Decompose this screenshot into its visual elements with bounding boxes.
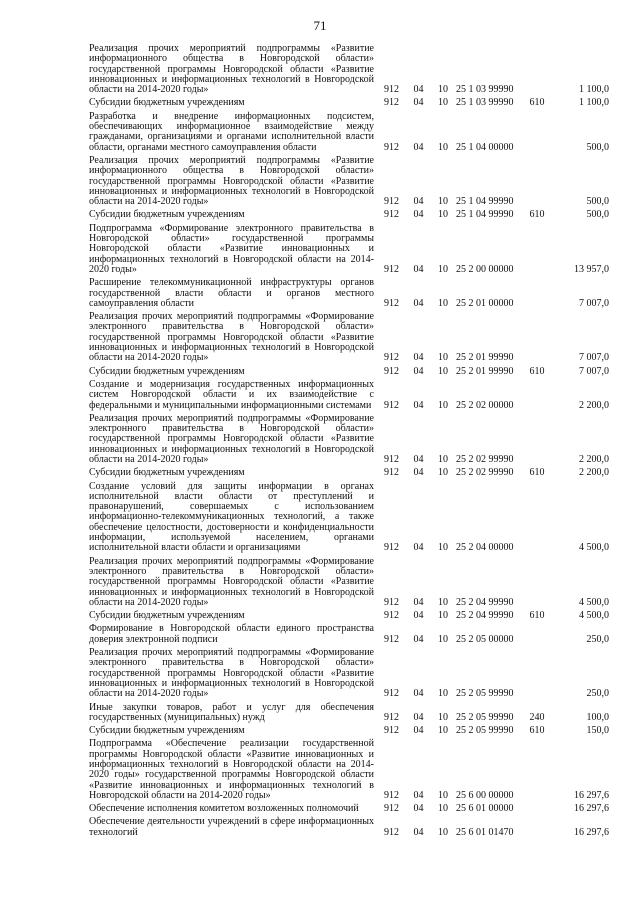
table-row xyxy=(89,109,609,153)
expense-type xyxy=(524,44,550,95)
target-article: 25 2 05 99990 xyxy=(456,688,514,700)
target-article: 25 2 01 99990 xyxy=(456,365,514,377)
ministry-code: 912 xyxy=(384,399,399,411)
table-row xyxy=(89,364,609,377)
target-article: 25 2 01 99990 xyxy=(456,352,514,364)
target-article: 25 6 00 00000 xyxy=(456,789,514,801)
ministry-code: 912 xyxy=(384,467,399,479)
target-article: 25 1 03 99990 xyxy=(456,84,514,96)
ministry-code: 912 xyxy=(384,610,399,622)
row-name: Реализация прочих мероприятий подпрограммы «Формирование электронного правительства в Новгородской области» государственной программы Новгородской области «Развитие инновационных и информационных технологий в Новгородской области на 2014-2020 годы» xyxy=(89,412,374,465)
amount: 16 297,6 xyxy=(574,789,609,801)
section-code: 04 xyxy=(413,610,424,622)
row-name: Разработка и внедрение информационных подсистем, обеспечивающих информационное взаимодействие между гражданами, организациями и органами исполнительной власти области, органами местного самоуправления области xyxy=(89,110,374,153)
subsection-code: 10 xyxy=(438,826,448,838)
ministry-code: 912 xyxy=(384,453,399,465)
subsection-code: 10 xyxy=(438,633,448,645)
section-code: 04 xyxy=(413,141,424,153)
expense-type: 610 xyxy=(529,365,545,377)
amount: 500,0 xyxy=(586,196,609,208)
table-row xyxy=(89,207,609,220)
target-article: 25 2 02 99990 xyxy=(456,453,514,465)
section-code: 04 xyxy=(413,711,424,723)
section-code: 04 xyxy=(413,596,424,608)
subsection-code: 10 xyxy=(438,141,448,153)
target-article: 25 1 03 99990 xyxy=(456,97,514,109)
subsection-code: 10 xyxy=(438,352,448,364)
ministry-code: 912 xyxy=(384,711,399,723)
target-article: 25 1 04 00000 xyxy=(456,141,514,153)
amount: 250,0 xyxy=(586,633,609,645)
expense-type xyxy=(524,109,550,153)
ministry-code: 912 xyxy=(384,725,399,737)
section-code: 04 xyxy=(413,789,424,801)
amount: 13 957,0 xyxy=(574,263,609,275)
amount: 16 297,6 xyxy=(574,826,609,838)
section-code: 04 xyxy=(413,399,424,411)
expense-type xyxy=(524,554,550,608)
row-name: Субсидии бюджетным учреждениям xyxy=(89,467,245,479)
page-number: 71 xyxy=(313,18,327,33)
ministry-code: 912 xyxy=(384,596,399,608)
amount: 1 100,0 xyxy=(579,84,609,96)
expense-type xyxy=(524,377,550,411)
target-article: 25 2 01 00000 xyxy=(456,297,514,309)
amount: 500,0 xyxy=(586,209,609,221)
target-article: 25 6 01 01470 xyxy=(456,826,514,838)
ministry-code: 912 xyxy=(384,141,399,153)
subsection-code: 10 xyxy=(438,688,448,700)
expense-type xyxy=(524,275,550,309)
amount: 500,0 xyxy=(586,141,609,153)
section-code: 04 xyxy=(413,365,424,377)
amount: 7 007,0 xyxy=(579,297,609,309)
ministry-code: 912 xyxy=(384,789,399,801)
target-article: 25 6 01 00000 xyxy=(456,803,514,815)
table-row xyxy=(89,411,609,465)
amount: 4 500,0 xyxy=(579,610,609,622)
subsection-code: 10 xyxy=(438,399,448,411)
expense-type xyxy=(524,814,550,838)
budget-table xyxy=(89,44,609,838)
row-name: Расширение телекоммуникационной инфраструктуры органов государственной власти области и органов местного самоуправления области xyxy=(89,277,374,309)
expense-type: 240 xyxy=(529,711,545,723)
amount: 7 007,0 xyxy=(579,352,609,364)
expense-type: 610 xyxy=(529,725,545,737)
expense-type: 610 xyxy=(529,209,545,221)
expense-type: 610 xyxy=(529,97,545,109)
section-code: 04 xyxy=(413,633,424,645)
expense-type xyxy=(524,645,550,699)
table-row xyxy=(89,479,609,554)
table-row xyxy=(89,700,609,724)
subsection-code: 10 xyxy=(438,297,448,309)
section-code: 04 xyxy=(413,352,424,364)
target-article: 25 2 02 00000 xyxy=(456,399,514,411)
row-name: Реализация прочих мероприятий подпрограммы «Формирование электронного правительства в Новгородской области» государственной программы Новгородской области «Развитие инновационных и информационных технологий в Новгородской области на 2014-2020 годы» xyxy=(89,311,374,364)
section-code: 04 xyxy=(413,725,424,737)
ministry-code: 912 xyxy=(384,297,399,309)
section-code: 04 xyxy=(413,688,424,700)
row-name: Реализация прочих мероприятий подпрограммы «Развитие информационного общества в Новгородской области» государственной программы Новгородской области «Развитие инновационных и информационных технологий в Новгородской области на 2014-2020 годы» xyxy=(89,154,374,208)
amount: 250,0 xyxy=(586,688,609,700)
table-row xyxy=(89,723,609,736)
subsection-code: 10 xyxy=(438,84,448,96)
target-article: 25 2 04 99990 xyxy=(456,610,514,622)
target-article: 25 2 04 00000 xyxy=(456,542,514,554)
subsection-code: 10 xyxy=(438,711,448,723)
amount: 4 500,0 xyxy=(579,542,609,554)
ministry-code: 912 xyxy=(384,209,399,221)
section-code: 04 xyxy=(413,196,424,208)
row-name: Создание и модернизация государственных информационных систем Новгородской области и их взаимодействие с федеральными и муниципальными информационными системами xyxy=(89,378,374,411)
section-code: 04 xyxy=(413,209,424,221)
row-name: Субсидии бюджетным учреждениям xyxy=(89,725,245,737)
ministry-code: 912 xyxy=(384,263,399,275)
amount: 1 100,0 xyxy=(579,97,609,109)
amount: 16 297,6 xyxy=(574,803,609,815)
expense-type xyxy=(524,479,550,554)
row-name: Субсидии бюджетным учреждениям xyxy=(89,209,245,221)
expense-type xyxy=(524,153,550,207)
target-article: 25 2 02 99990 xyxy=(456,467,514,479)
ministry-code: 912 xyxy=(384,97,399,109)
target-article: 25 2 05 99990 xyxy=(456,711,514,723)
table-row xyxy=(89,465,609,478)
amount: 2 200,0 xyxy=(579,453,609,465)
ministry-code: 912 xyxy=(384,688,399,700)
target-article: 25 2 04 99990 xyxy=(456,596,514,608)
expense-type xyxy=(524,801,550,814)
subsection-code: 10 xyxy=(438,596,448,608)
row-name: Иные закупки товаров, работ и услуг для обеспечения государственных (муниципальных) нужд xyxy=(89,701,374,723)
ministry-code: 912 xyxy=(384,826,399,838)
row-name: Субсидии бюджетным учреждениям xyxy=(89,610,245,622)
table-row xyxy=(89,621,609,645)
table-row xyxy=(89,275,609,309)
amount: 100,0 xyxy=(586,711,609,723)
row-name: Подпрограмма «Формирование электронного правительства в Новгородской области» государственной программы Новгородской области «Развитие инновационных и информационных технологий в Новгородской области на 2014-2020 годы» xyxy=(89,222,374,275)
table-row xyxy=(89,95,609,108)
ministry-code: 912 xyxy=(384,196,399,208)
table-row xyxy=(89,814,609,838)
subsection-code: 10 xyxy=(438,789,448,801)
subsection-code: 10 xyxy=(438,467,448,479)
subsection-code: 10 xyxy=(438,97,448,109)
expense-type xyxy=(524,621,550,645)
expense-type xyxy=(524,736,550,801)
row-name: Субсидии бюджетным учреждениям xyxy=(89,365,245,377)
table-row xyxy=(89,801,609,814)
section-code: 04 xyxy=(413,263,424,275)
row-name: Субсидии бюджетным учреждениям xyxy=(89,97,245,109)
expense-type: 610 xyxy=(529,610,545,622)
target-article: 25 1 04 99990 xyxy=(456,196,514,208)
table-row xyxy=(89,554,609,608)
section-code: 04 xyxy=(413,542,424,554)
table-row xyxy=(89,309,609,363)
subsection-code: 10 xyxy=(438,365,448,377)
subsection-code: 10 xyxy=(438,803,448,815)
section-code: 04 xyxy=(413,453,424,465)
row-name: Создание условий для защиты информации в органах исполнительной власти области от преступлений и правонарушений, совершаемых с использованием информационно-телекоммуникационных технологий, а также обеспечение целостности, достоверности и конфиденциальности информации, используемой населением, органами исполнительной власти области и организациями xyxy=(89,480,374,554)
expense-type xyxy=(524,411,550,465)
target-article: 25 1 04 99990 xyxy=(456,209,514,221)
expense-type xyxy=(524,221,550,275)
table-row xyxy=(89,377,609,411)
table-row xyxy=(89,221,609,275)
ministry-code: 912 xyxy=(384,84,399,96)
amount: 150,0 xyxy=(586,725,609,737)
ministry-code: 912 xyxy=(384,542,399,554)
subsection-code: 10 xyxy=(438,725,448,737)
subsection-code: 10 xyxy=(438,453,448,465)
expense-type xyxy=(524,309,550,363)
table-row xyxy=(89,153,609,207)
amount: 2 200,0 xyxy=(579,467,609,479)
row-name: Формирование в Новгородской области единого пространства доверия электронной подписи xyxy=(89,623,374,645)
table-row xyxy=(89,608,609,621)
target-article: 25 2 00 00000 xyxy=(456,263,514,275)
table-row xyxy=(89,44,609,95)
row-name: Реализация прочих мероприятий подпрограммы «Формирование электронного правительства в Новгородской области» государственной программы Новгородской области «Развитие инновационных и информационных технологий в Новгородской области на 2014-2020 годы» xyxy=(89,647,374,700)
section-code: 04 xyxy=(413,803,424,815)
row-name: Обеспечение исполнения комитетом возложенных полномочий xyxy=(89,803,359,815)
expense-type: 610 xyxy=(529,467,545,479)
ministry-code: 912 xyxy=(384,803,399,815)
section-code: 04 xyxy=(413,467,424,479)
ministry-code: 912 xyxy=(384,365,399,377)
row-name: Реализация прочих мероприятий подпрограммы «Формирование электронного правительства в Новгородской области» государственной программы Новгородской области «Развитие инновационных и информационных технологий в Новгородской области на 2014-2020 годы» xyxy=(89,555,374,608)
section-code: 04 xyxy=(413,97,424,109)
subsection-code: 10 xyxy=(438,610,448,622)
ministry-code: 912 xyxy=(384,633,399,645)
subsection-code: 10 xyxy=(438,263,448,275)
amount: 7 007,0 xyxy=(579,365,609,377)
target-article: 25 2 05 99990 xyxy=(456,725,514,737)
subsection-code: 10 xyxy=(438,209,448,221)
amount: 4 500,0 xyxy=(579,596,609,608)
row-name: Реализация прочих мероприятий подпрограммы «Развитие информационного общества в Новгородской области» государственной программы Новгородской области «Развитие инновационных и информационных технологий в Новгородской области на 2014-2020 годы» xyxy=(89,43,374,96)
amount: 2 200,0 xyxy=(579,399,609,411)
subsection-code: 10 xyxy=(438,196,448,208)
subsection-code: 10 xyxy=(438,542,448,554)
row-name: Обеспечение деятельности учреждений в сфере информационных технологий xyxy=(89,816,374,838)
ministry-code: 912 xyxy=(384,352,399,364)
table-row xyxy=(89,645,609,699)
row-name: Подпрограмма «Обеспечение реализации государственной программы Новгородской области «Развитие инновационных и информационных технологий в Новгородской области на 2014-2020 годы» государственной программы Новгородской области «Развитие инновационных и информационных технологий в Новгородской области на 2014-2020 годы» xyxy=(89,738,374,801)
section-code: 04 xyxy=(413,84,424,96)
table-row xyxy=(89,736,609,801)
section-code: 04 xyxy=(413,826,424,838)
target-article: 25 2 05 00000 xyxy=(456,633,514,645)
section-code: 04 xyxy=(413,297,424,309)
